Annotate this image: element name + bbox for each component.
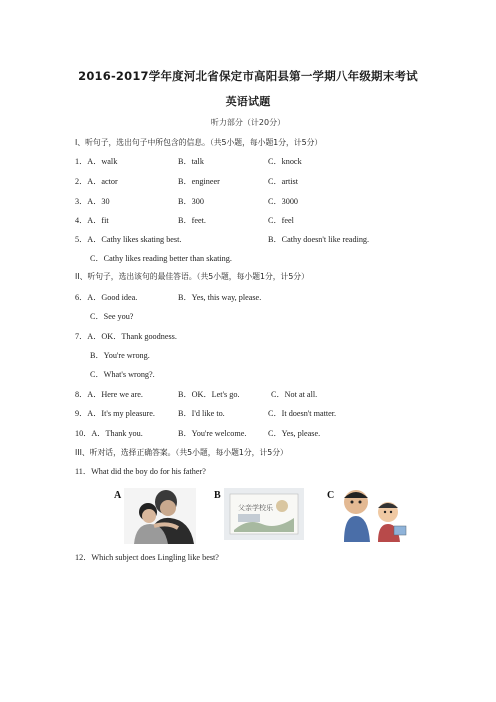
picture-label-c: C <box>327 490 335 501</box>
q10-option-c: C．Yes, please. <box>268 429 321 438</box>
q12-question: 12．Which subject does Lingling like best? <box>75 553 219 562</box>
q2-option-b: B．engineer <box>178 177 220 186</box>
q1-option-c: C．knock <box>268 157 302 166</box>
q10-option-b: B．You're welcome. <box>178 429 247 438</box>
q7-option-c: C．What's wrong?. <box>90 370 155 379</box>
q9-option-c: C．It doesn't matter. <box>268 409 337 418</box>
exam-title: 2016-2017学年度河北省保定市高阳县第一学期八年级期末考试 <box>78 69 418 83</box>
q4-option-a: 4．A．fit <box>75 216 109 225</box>
q9-option-b: B．I'd like to. <box>178 409 225 418</box>
q4-option-c: C．feel <box>268 216 294 225</box>
q6-option-b: B．Yes, this way, please. <box>178 293 262 302</box>
q3-option-a: 3．A．30 <box>75 197 110 206</box>
q10-option-a: 10．A．Thank you. <box>75 429 143 438</box>
picture-label-a: A <box>114 490 122 501</box>
picture-a-hug <box>124 488 196 544</box>
q3-option-b: B．300 <box>178 197 204 206</box>
exam-subtitle: 英语试题 <box>225 95 271 108</box>
q8-option-c: C．Not at all. <box>271 390 318 399</box>
q8-option-a: 8．A．Here we are. <box>75 390 143 399</box>
q9-option-a: 9．A．It's my pleasure. <box>75 409 155 418</box>
q7-option-b: B．You're wrong. <box>90 351 150 360</box>
q6-option-c: C．See you? <box>90 312 134 321</box>
picture-label-b: B <box>214 490 221 501</box>
q5-option-b: B．Cathy doesn't like reading. <box>268 235 370 244</box>
picture-b-book <box>224 488 304 540</box>
q7-option-a: 7．A．OK．Thank goodness. <box>75 332 177 341</box>
q1-option-b: B．talk <box>178 157 204 166</box>
q2-option-c: C．artist <box>268 177 299 186</box>
q5-option-c: C．Cathy likes reading better than skating. <box>90 254 232 263</box>
section-1-heading: I、听句子，选出句子中所包含的信息。（共5小题，每小题1分，计5分） <box>75 138 323 147</box>
section-3-heading: III、听对话，选择正确答案。（共5小题，每小题1分，计5分） <box>75 448 288 457</box>
q6-option-a: 6．A．Good idea. <box>75 293 138 302</box>
q3-option-c: C．3000 <box>268 197 299 206</box>
section-2-heading: II、听句子，选出该句的最佳答语。（共5小题，每小题1分，计5分） <box>75 272 309 281</box>
q4-option-b: B．feet. <box>178 216 206 225</box>
picture-c-cartoon <box>338 486 410 542</box>
q5-option-a: 5．A．Cathy likes skating best. <box>75 235 182 244</box>
q2-option-a: 2．A．actor <box>75 177 118 186</box>
q8-option-b: B．OK．Let's go. <box>178 390 240 399</box>
q11-question: 11．What did the boy do for his father? <box>75 467 206 476</box>
q1-option-a: 1．A．walk <box>75 157 118 166</box>
listening-part-label: 听力部分（计20分） <box>210 118 286 127</box>
svg-text:父亲学校乐: 父亲学校乐 <box>238 504 273 512</box>
